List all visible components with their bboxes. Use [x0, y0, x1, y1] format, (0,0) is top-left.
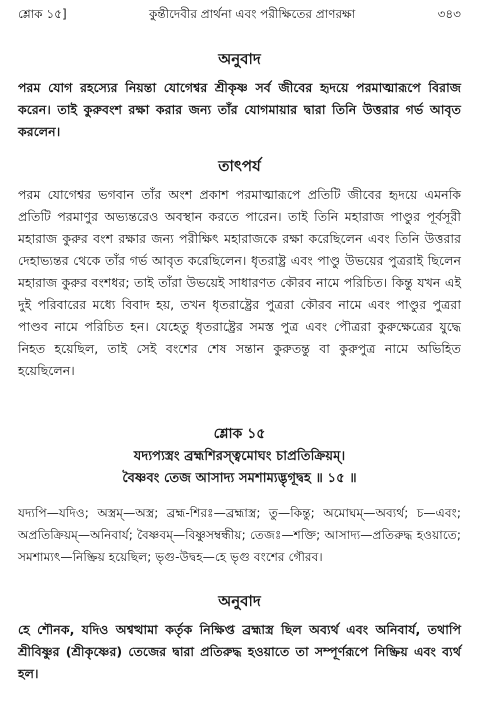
translation-heading-2: অনুবাদ: [218, 592, 261, 610]
page-header: [18, 6, 461, 28]
verse-title: শ্লোক ১৫: [213, 426, 266, 442]
verse-line-1: যদ্যপ্যস্ত্রং ব্রহ্মশিরস্ত্বমোঘং চাপ্রতিক্রিয়ম্।: [133, 449, 346, 464]
purport-text: পরম যোগেশ্বর ভগবান তাঁর অংশ প্রকাশ পরমাত্মারূপে প্রতিটি জীবের হৃদয়ে এমনকি প্রতিটি পরমাণুর অভ্যন্তরেও অবস্থান করতে পারেন। তাই তিনি মহারাজ পাণ্ডুর পূর্বসূরী মহারাজ কুরুর বংশ রক্ষার জন্য পরীক্ষিৎ মহারাজকে রক্ষা করেছিলেন এবং তিনি উত্তরার দেহাভ্যন্তর থেকে তাঁর গর্ভ আবৃত করেছিলেন। ধৃতরাষ্ট্র এবং পাণ্ডু উভয়ের পুত্ররাই ছিলেন মহারাজ কুরুর বংশধর; তাই তাঁরা উভয়েই সাধারণত কৌরব নামে পরিচিত। কিন্তু যখন এই দুই পরিবারের মধ্যে বিবাদ হয়, তখন ধৃতরাষ্ট্রের পুত্ররা কৌরব নামে এবং পাণ্ডুর পুত্ররা পাণ্ডব নামে পরিচিত হন। যেহেতু ধৃতরাষ্ট্রের সমস্ত পুত্র এবং পৌত্ররা কুরুক্ষেত্রের যুদ্ধে নিহত হয়েছিল, তাই সেই বংশের শেষ সন্তান কুরুতন্তু বা কুরুপুত্র নামে অভিহিত হয়েছিলেন।: [18, 187, 461, 378]
purport-heading: তাৎপর্য: [218, 157, 261, 175]
running-title: কুন্তীদেবীর প্রার্থনা এবং পরীক্ষিতের প্রাণরক্ষা: [148, 7, 356, 21]
synonyms-text: যদ্যপি—যদিও; অস্ত্রম্—অস্ত্র; ব্রহ্ম-শিরঃ—ব্রহ্মাস্ত্র; তু—কিন্তু; অমোঘম্—অব্যর্থ; চ—এবং; অপ্রতিক্রিয়ম্—অনিবার্য; বৈষ্ণবম্—বিষ্ণুসম্বন্ধীয়; তেজঃ—শক্তি; আসাদ্য—প্রতিরুদ্ধ হওয়াতে; সমশাম্যৎ—নিষ্ক্রিয় হয়েছিল; ভৃগু-উদ্বহ—হে ভৃগু বংশের গৌরব।: [18, 506, 461, 564]
translation-heading: অনুবাদ: [218, 50, 261, 68]
page-number: ৩৪৩: [437, 7, 461, 21]
verse-line-2: বৈষ্ণবং তেজ আসাদ্য সমশাম্যদ্ভৃগূদ্বহ ॥ ১৫ ॥: [122, 471, 357, 486]
translation-text-2: হে শৌনক, যদিও অশ্বত্থামা কর্তৃক নিক্ষিপ্ত ব্রহ্মাস্ত্র ছিল অব্যর্থ এবং অনিবার্য, তথাপি শ্রীবিষ্ণুর (শ্রীকৃষ্ণের) তেজের দ্বারা প্রতিরুদ্ধ হওয়াতে তা সম্পূর্ণরূপে নিষ্ক্রিয় এবং ব্যর্থ হল।: [18, 622, 461, 681]
translation-text: পরম যোগ রহস্যের নিয়ন্তা যোগেশ্বর শ্রীকৃষ্ণ সর্ব জীবের হৃদয়ে পরমাত্মারূপে বিরাজ করেন। তাই কুরুবংশ রক্ষা করার জন্য তাঁর যোগমায়ার দ্বারা তিনি উত্তরার গর্ভ আবৃত করলেন।: [18, 80, 461, 139]
header-verse-ref: শ্লোক ১৫]: [18, 7, 67, 21]
